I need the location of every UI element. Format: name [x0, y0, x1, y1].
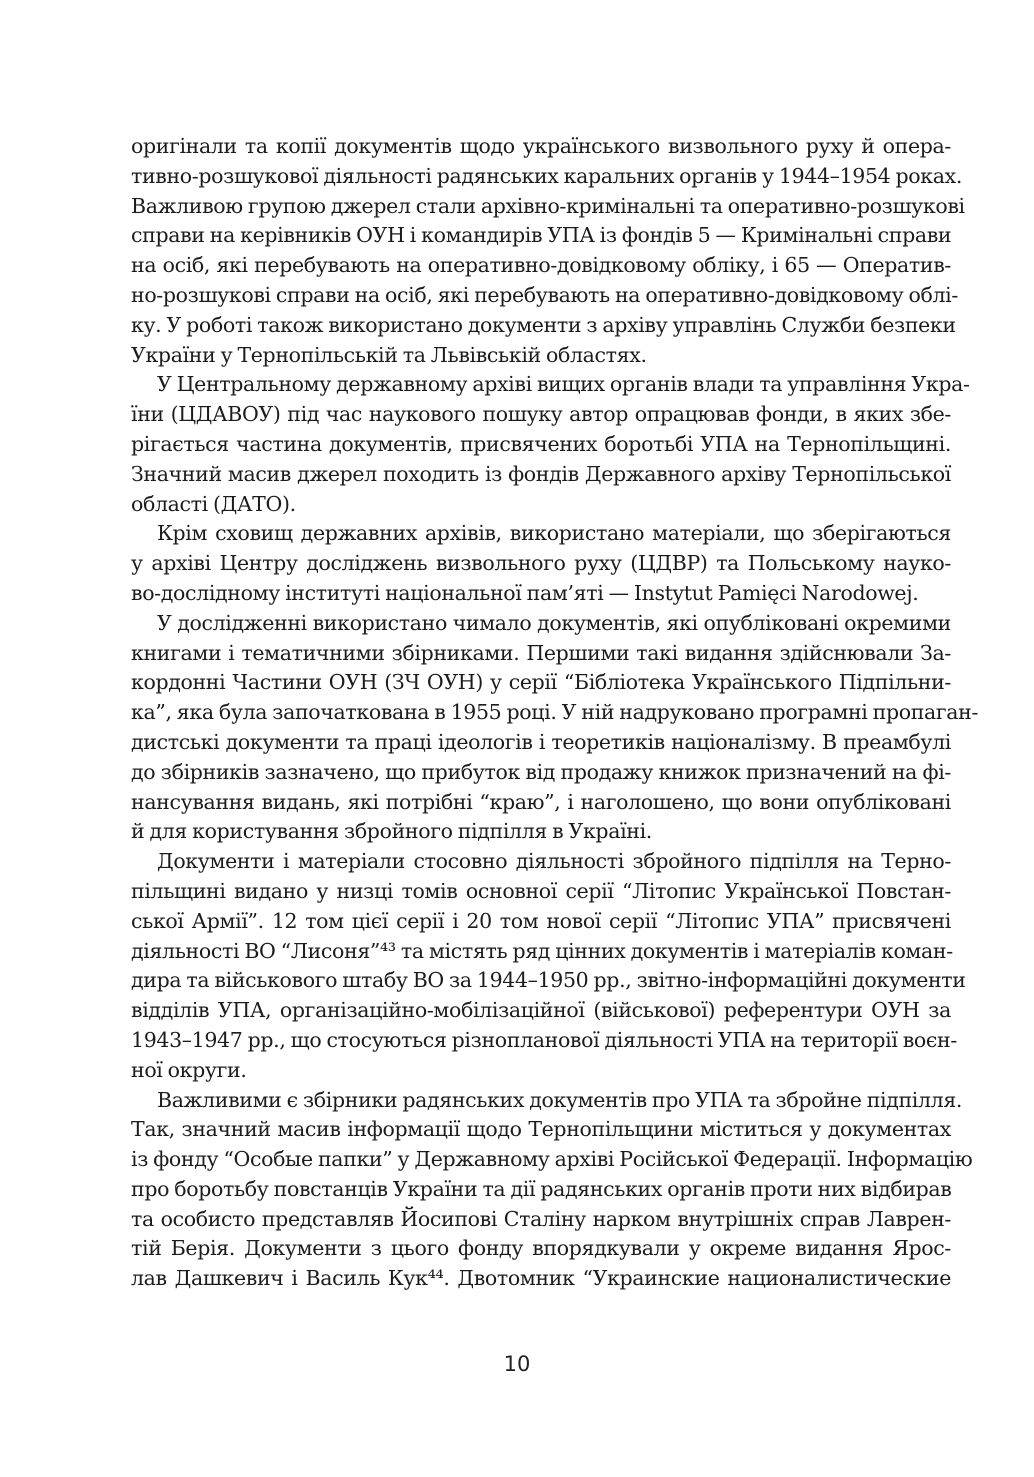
text-line: пільщині видано у низці томів основної серії “Літопис Української Повстан- [131, 878, 951, 903]
text-line: ської Армії”. 12 том цієї серії і 20 том нової серії “Літопис УПА” присвячені [131, 908, 951, 933]
text-line: ної округи. [131, 1057, 247, 1082]
text-line: нансування видань, які потрібні “краю”, і наголошено, що вони опубліковані [131, 789, 951, 814]
body-text [131, 132, 979, 1294]
text-line: на осіб, які перебувають на оперативно-довідковому обліку, і 65 — Оператив- [131, 253, 951, 278]
text-line: во-дослідному інституті національної пам’яті — Instytut Pamięci Narodowej. [131, 580, 919, 605]
paragraph-3 [131, 519, 951, 608]
paragraph-2 [131, 370, 970, 519]
text-line: книгами і тематичними збірниками. Першими такі видання здійснювали За- [131, 640, 951, 665]
text-line: ку. У роботі також використано документи з архіву управлінь Служби безпеки [131, 312, 956, 337]
text-line: ка”, яка була започаткована в 1955 році. У ній надруковано програмні пропаган- [131, 700, 979, 725]
paragraph-4 [131, 609, 979, 847]
paragraph-1 [131, 132, 965, 370]
text-line: області (ДАТО). [131, 491, 296, 516]
text-line: дира та військового штабу ВО за 1944–1950 рр., звітно-інформаційні документи [131, 968, 966, 993]
text-line: із фонду “Особые папки” у Державному архіві Російської Федерації. Інформацію [131, 1147, 973, 1172]
text-line: Так, значний масив інформації щодо Тернопільщини міститься у документах [131, 1117, 951, 1142]
text-line: у архіві Центру досліджень визвольного руху (ЦДВР) та Польському науко- [131, 551, 951, 576]
text-line: У дослідженні використано чимало документів, які опубліковані окремими [157, 610, 951, 635]
text-line: та особисто представляв Йосипові Сталіну нарком внутрішніх справ Лаврен- [131, 1206, 951, 1231]
text-line: кордонні Частини ОУН (ЗЧ ОУН) у серії “Бібліотека Українського Підпільни- [131, 670, 951, 695]
text-line: рігається частина документів, присвячених боротьбі УПА на Тернопільщині. [131, 431, 951, 456]
text-line: но-розшукові справи на осіб, які перебувають на оперативно-довідковому облі- [131, 282, 958, 307]
text-line: тій Берія. Документи з цього фонду впорядкували у окреме видання Ярос- [131, 1236, 951, 1261]
paragraph-5 [131, 847, 966, 1085]
page-number: 10 [503, 1352, 531, 1376]
text-line: справи на керівників ОУН і командирів УПА із фондів 5 — Кримінальні справи [131, 223, 952, 248]
text-line: Важливою групою джерел стали архівно-кримінальні та оперативно-розшукові [131, 193, 965, 218]
text-line: оригінали та копії документів щодо українського визвольного руху й опера- [131, 134, 951, 158]
text-line: У Центральному державному архіві вищих органів влади та управління Укра- [157, 372, 970, 397]
text-line: тивно-розшукової діяльності радянських каральних органів у 1944–1954 роках. [131, 163, 962, 188]
text-line: діяльності ВО “Лисоня”⁴³ та містять ряд цінних документів і матеріалів коман- [131, 938, 953, 963]
text-line: 1943–1947 рр., що стосуються різнопланової діяльності УПА на території воєн- [131, 1027, 957, 1052]
text-line: України у Тернопільській та Львівській областях. [131, 342, 647, 367]
paragraph-6 [131, 1086, 973, 1295]
text-line: відділів УПА, організаційно-мобілізаційної (військової) референтури ОУН за [131, 998, 951, 1023]
text-line: Документи і матеріали стосовно діяльності збройного підпілля на Терно- [157, 849, 951, 874]
text-line: їни (ЦДАВОУ) під час наукового пошуку автор опрацював фонди, в яких збе- [131, 402, 951, 427]
text-line: Значний масив джерел походить із фондів Державного архіву Тернопільської [131, 461, 951, 486]
text-line: Важливими є збірники радянських документів про УПА та збройне підпілля. [157, 1087, 963, 1112]
text-line: про боротьбу повстанців України та дії радянських органів проти них відбирав [131, 1176, 952, 1201]
text-line: лав Дашкевич і Василь Кук⁴⁴. Двотомник “Украинские националистические [131, 1266, 951, 1291]
text-line: дистські документи та праці ідеологів і теоретиків націоналізму. В преамбулі [131, 729, 951, 754]
text-line: Крім сховищ державних архівів, використано матеріали, що зберігаються [157, 521, 951, 546]
text-line: до збірників зазначено, що прибуток від продажу книжок призначений на фі- [131, 759, 951, 784]
text-line: й для користування збройного підпілля в Україні. [131, 819, 652, 844]
